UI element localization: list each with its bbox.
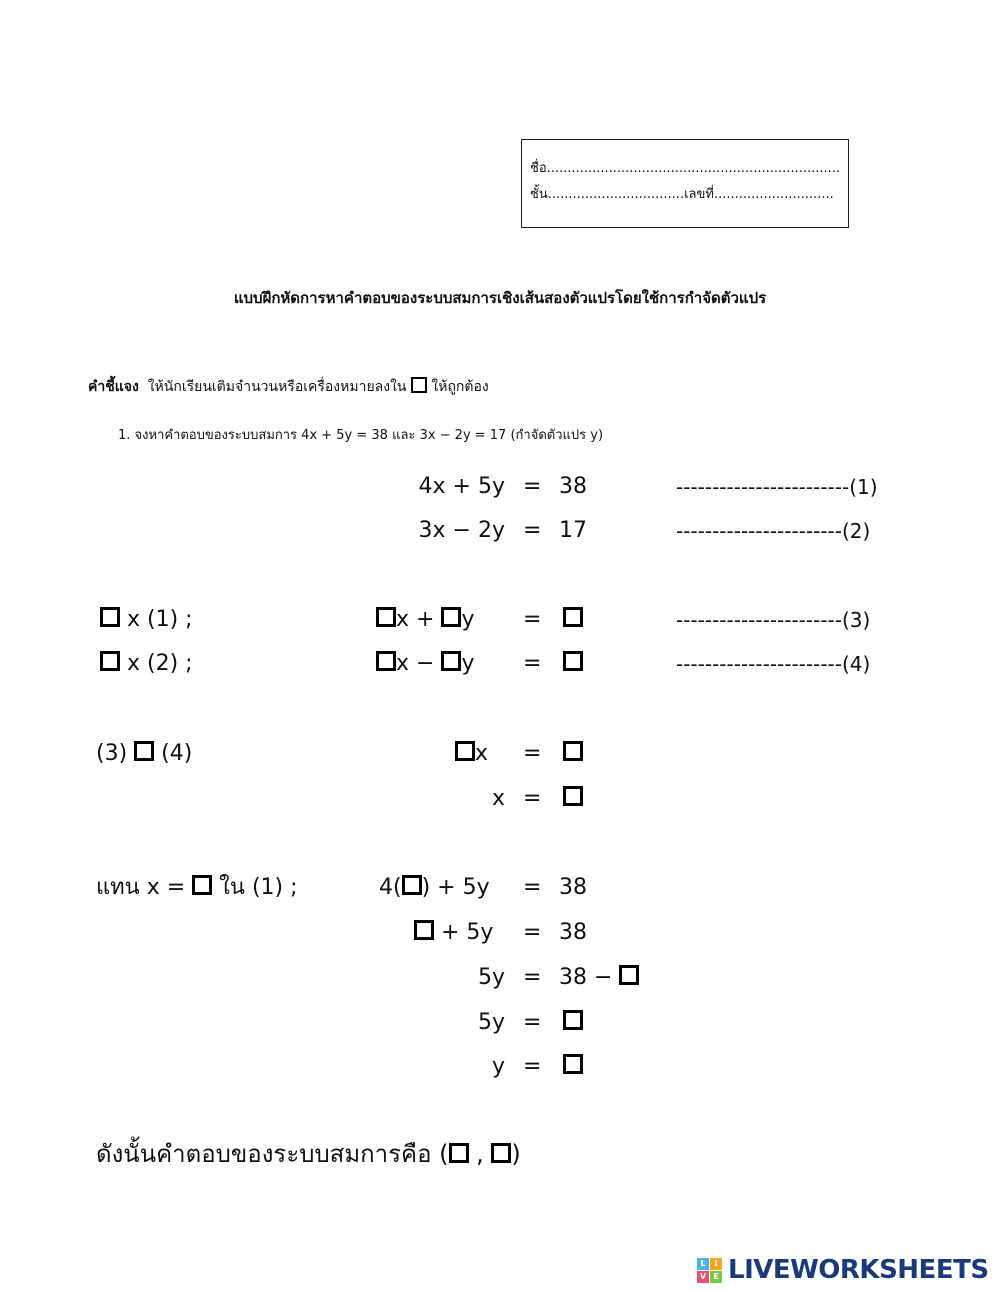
combine-label [96,739,192,769]
sub5-lhs: y [491,1054,505,1079]
x-line-rhs [563,784,583,814]
sub1-close: ) + 5y [421,875,490,900]
substitute-label [96,873,298,903]
combine-lhs [455,739,488,769]
eq4-x-coef-box[interactable] [376,651,396,671]
sub5-rhs [563,1052,583,1082]
instruction-label: คำชี้แจง [88,379,139,395]
eq4-x-term: x − [396,651,435,676]
eq3-lhs [376,605,474,635]
eq4-multiplier-box[interactable] [100,651,120,671]
sub4-equals: = [523,1010,542,1035]
sub4-rhs-box[interactable] [563,1010,583,1030]
class-number-line[interactable]: ชั้น.................................เลขที่............................. [530,187,834,202]
sub4-rhs [563,1008,583,1038]
liveworksheets-logo [697,1252,989,1288]
eq1-lhs: 4x + 5y [418,474,505,499]
conclusion [96,1139,521,1169]
eq3-y-coef-box[interactable] [441,607,461,627]
sub1-equals: = [523,875,542,900]
sub3-lhs: 5y [477,965,505,990]
name-line[interactable]: ชื่อ....................................................................... [530,161,841,176]
sub4-lhs: 5y [477,1010,505,1035]
logo-block-i: I [710,1258,722,1270]
eq3-equals: = [523,607,542,632]
eq4-rhs-box[interactable] [563,651,583,671]
name-class-box [521,139,849,228]
sub3-rhs-box[interactable] [619,965,639,985]
substitute-text-before: แทน x = [96,875,186,900]
eq4-y-coef-box[interactable] [441,651,461,671]
combine-x-coef-box[interactable] [455,741,475,761]
eq2-rhs: 17 [559,518,587,543]
logo-blocks-icon [697,1258,722,1283]
eq3-x-coef-box[interactable] [376,607,396,627]
instruction [88,376,489,398]
eq3-x-term: x + [396,607,435,632]
combine-operator-box[interactable] [134,741,154,761]
eq3-rhs-box[interactable] [563,607,583,627]
combine-x: x [475,741,489,766]
substitute-x-box[interactable] [192,875,212,895]
eq2-equals: = [523,518,542,543]
eq4-tag: -----------------------(4) [676,652,871,676]
sub5-equals: = [523,1054,542,1079]
question-1: 1. จงหาคำตอบของระบบสมการ 4x + 5y = 38 และ 3x − 2y = 17 (กำจัดตัวแปร y) [118,428,604,443]
logo-block-v: V [697,1271,709,1283]
answer-y-box[interactable] [491,1143,511,1163]
logo-block-e: E [710,1271,722,1283]
eq3-rhs [563,605,583,635]
sub1-open: 4( [379,875,402,900]
eq2-tag: -----------------------(2) [676,519,871,543]
blank-box-icon [411,377,427,393]
eq4-label: x (2) ; [127,651,193,676]
conclusion-close: ) [511,1140,521,1168]
instruction-text-after: ให้ถูกต้อง [431,379,489,395]
eq4-lhs [376,649,474,679]
eq4-y-term: y [461,651,475,676]
eq2-lhs: 3x − 2y [418,518,505,543]
sub2-equals: = [523,920,542,945]
x-line-equals: = [523,786,542,811]
y-value-box[interactable] [563,1054,583,1074]
combine-open: (3) [96,741,128,766]
worksheet-title: แบบฝึกหัดการหาคำตอบของระบบสมการเชิงเส้นสองตัวแปรโดยใช้การกำจัดตัวแปร [233,289,767,307]
conclusion-text: ดังนั้นคำตอบของระบบสมการคือ ( [96,1140,449,1168]
sub3-rhs-text: 38 − [559,965,613,990]
sub1-rhs: 38 [559,875,587,900]
combine-equals: = [523,741,542,766]
eq1-tag: ------------------------(1) [676,475,878,499]
x-value-box[interactable] [563,786,583,806]
eq4-multiplier [100,649,193,679]
x-line-lhs: x [491,786,505,811]
eq3-multiplier [100,605,193,635]
logo-text: LIVEWORKSHEETS [728,1255,989,1285]
conclusion-comma: , [476,1140,484,1168]
combine-close: (4) [161,741,193,766]
eq3-label: x (1) ; [127,607,193,632]
logo-block-l: L [697,1258,709,1270]
eq4-rhs [563,649,583,679]
eq1-equals: = [523,474,542,499]
sub3-equals: = [523,965,542,990]
eq3-multiplier-box[interactable] [100,607,120,627]
eq3-tag: -----------------------(3) [676,608,871,632]
answer-x-box[interactable] [449,1143,469,1163]
eq4-equals: = [523,651,542,676]
sub2-product-box[interactable] [414,920,434,940]
substitute-text-after: ใน (1) ; [219,875,298,900]
eq3-y-term: y [461,607,475,632]
combine-rhs-box[interactable] [563,741,583,761]
instruction-text: ให้นักเรียนเติมจำนวนหรือเครื่องหมายลงใน [147,379,407,395]
sub1-x-box[interactable] [402,875,422,895]
sub2-lhs [414,918,493,948]
sub2-tail: + 5y [441,920,494,945]
eq1-rhs: 38 [559,474,587,499]
combine-rhs [563,739,583,769]
sub1-lhs [379,873,490,903]
sub3-rhs [559,963,639,993]
sub2-rhs: 38 [559,920,587,945]
